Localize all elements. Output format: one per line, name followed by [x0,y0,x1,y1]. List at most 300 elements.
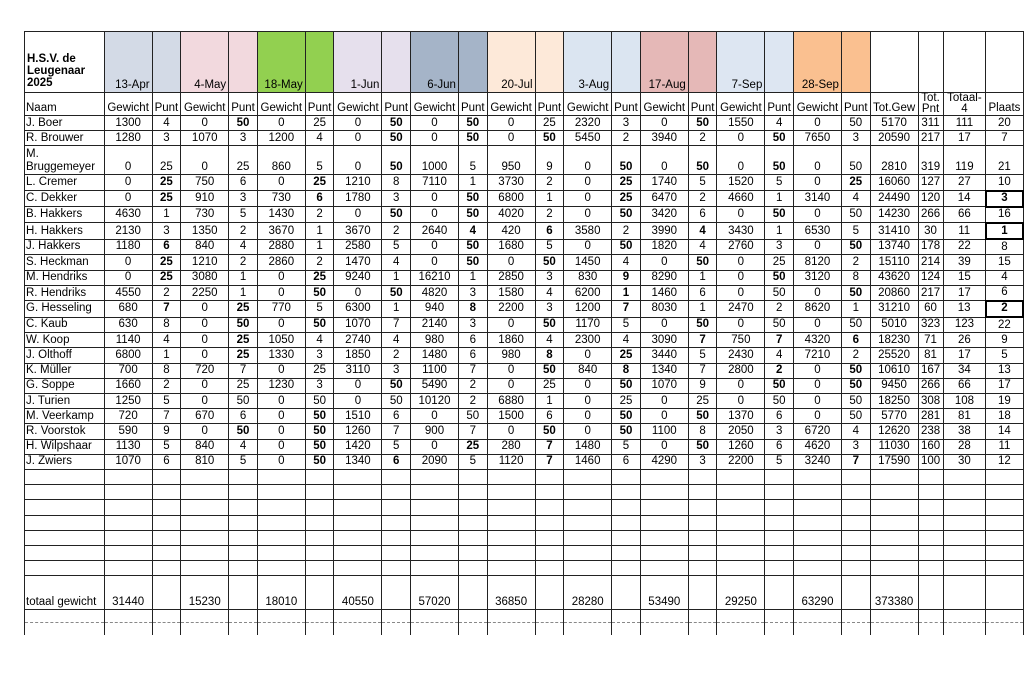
punt-cell: 2 [841,255,870,270]
totaal4-cell: 119 [943,146,986,175]
punt-cell: 8 [688,424,717,439]
empty-cell [918,469,943,484]
total-blank [535,576,564,610]
total-blank [841,576,870,610]
punt-cell: 3 [382,191,411,207]
empty-cell [257,485,305,500]
gewicht-cell: 0 [411,116,459,131]
gewicht-cell: 0 [564,175,612,191]
gewicht-cell: 0 [487,255,535,270]
date-swatch-7 [688,32,717,93]
empty-cell [25,545,105,560]
empty-cell [535,530,564,545]
totgew-cell: 12620 [870,424,918,439]
empty-cell [765,515,794,530]
punt-cell: 50 [612,424,641,439]
punt-cell: 8 [458,301,487,317]
empty-cell [152,469,181,484]
empty-cell [765,545,794,560]
totaal4-cell: 17 [943,285,986,301]
participant-name: M. Hendriks [25,270,105,285]
punt-cell: 25 [305,116,334,131]
gewicht-cell: 0 [564,207,612,223]
totgew-cell: 20860 [870,285,918,301]
punt-cell: 25 [535,116,564,131]
plaats-cell: 19 [986,394,1023,409]
gewicht-cell: 0 [564,394,612,409]
empty-cell [487,545,535,560]
empty-cell [334,545,382,560]
punt-cell: 2 [688,191,717,207]
gewicht-cell: 4020 [487,207,535,223]
gewicht-cell: 2200 [717,454,765,469]
punt-cell: 5 [841,223,870,239]
total-gewicht: 40550 [334,576,382,610]
empty-row [25,561,1024,576]
date-2: 18-May [257,32,305,93]
empty-cell [640,500,688,515]
totgew-cell: 31410 [870,223,918,239]
empty-cell [841,530,870,545]
gewicht-cell: 1250 [104,394,152,409]
total-gewicht: 57020 [411,576,459,610]
gewicht-cell: 0 [794,116,842,131]
gewicht-cell: 2860 [257,255,305,270]
total-gewicht: 29250 [717,576,765,610]
gewicht-cell: 4630 [104,207,152,223]
empty-cell [612,545,641,560]
punt-cell: 50 [305,394,334,409]
punt-cell: 5 [535,239,564,255]
table-row [25,175,1024,191]
gewicht-cell: 0 [334,378,382,393]
gewicht-cell: 0 [564,191,612,207]
gewicht-cell: 2880 [257,239,305,255]
gewicht-cell: 0 [640,146,688,175]
empty-cell [717,515,765,530]
gewicht-cell: 2800 [717,363,765,378]
totgew-cell: 16060 [870,175,918,191]
participant-name: B. Hakkers [25,207,105,223]
empty-cell [257,500,305,515]
gewicht-cell: 0 [640,394,688,409]
empty-cell [104,530,152,545]
gewicht-cell: 3990 [640,223,688,239]
punt-cell: 7 [152,409,181,424]
gewicht-cell: 2250 [181,285,229,301]
gewicht-cell: 8620 [794,301,842,317]
empty-row [25,623,1024,636]
punt-cell: 3 [152,223,181,239]
gewicht-cell: 2430 [717,348,765,363]
plaats-cell: 5 [986,348,1023,363]
totpnt-cell: 160 [918,439,943,454]
gewicht-header: Gewicht [104,93,152,116]
punt-cell: 50 [382,207,411,223]
empty-cell [841,515,870,530]
table-row [25,239,1024,255]
gewicht-cell: 0 [104,175,152,191]
punt-cell: 3 [305,348,334,363]
empty-cell [640,530,688,545]
naam-header: Naam [25,93,105,116]
total-gewicht: 63290 [794,576,842,610]
totpnt-cell: 30 [918,223,943,239]
gewicht-cell: 0 [181,301,229,317]
totaal4-cell: 66 [943,378,986,393]
empty-cell [229,530,258,545]
table-row [25,394,1024,409]
totgew-cell: 18230 [870,333,918,348]
punt-cell: 3 [841,439,870,454]
punt-cell: 50 [765,285,794,301]
empty-cell [564,561,612,576]
empty-cell [257,545,305,560]
sheet-title: H.S.V. de Leugenaar 2025 [25,32,105,93]
punt-cell: 6 [152,239,181,255]
gewicht-cell: 6800 [487,191,535,207]
gewicht-cell: 0 [411,207,459,223]
empty-cell [104,610,152,623]
totpnt-cell: 217 [918,131,943,146]
empty-cell [794,610,842,623]
empty-cell [986,485,1023,500]
totpnt-cell: 81 [918,348,943,363]
totals-row [25,576,1024,610]
participant-name: J. Zwiers [25,454,105,469]
empty-cell [986,515,1023,530]
empty-cell [640,623,688,636]
gewicht-cell: 0 [334,285,382,301]
punt-cell: 7 [458,424,487,439]
gewicht-cell: 0 [181,394,229,409]
empty-cell [229,623,258,636]
empty-cell [841,561,870,576]
gewicht-cell: 0 [794,146,842,175]
empty-cell [612,561,641,576]
table-row [25,317,1024,333]
total-gewicht: 15230 [181,576,229,610]
gewicht-header: Gewicht [487,93,535,116]
empty-cell [458,610,487,623]
empty-cell [334,561,382,576]
gewicht-cell: 940 [411,301,459,317]
empty-cell [717,561,765,576]
empty-cell [765,500,794,515]
punt-cell: 50 [229,116,258,131]
gewicht-cell: 4290 [640,454,688,469]
empty-cell [25,623,105,636]
punt-header: Punt [229,93,258,116]
table-row [25,378,1024,393]
punt-cell: 25 [305,175,334,191]
punt-cell: 8 [841,270,870,285]
gewicht-cell: 1070 [181,131,229,146]
empty-cell [382,561,411,576]
punt-cell: 6 [688,207,717,223]
gewicht-header: Gewicht [257,93,305,116]
gewicht-cell: 1850 [334,348,382,363]
participant-name: G. Hesseling [25,301,105,317]
punt-cell: 4 [612,333,641,348]
empty-cell [229,500,258,515]
totpnt-header: Tot. Pnt [918,93,943,116]
gewicht-cell: 0 [411,439,459,454]
empty-cell [458,545,487,560]
empty-cell [181,500,229,515]
empty-cell [382,500,411,515]
empty-cell [717,623,765,636]
empty-cell [841,610,870,623]
empty-cell [458,500,487,515]
empty-cell [487,623,535,636]
gewicht-cell: 1120 [487,454,535,469]
empty-cell [458,530,487,545]
punt-cell: 2 [229,223,258,239]
gewicht-cell: 2140 [411,317,459,333]
punt-cell: 5 [152,439,181,454]
punt-cell: 4 [305,131,334,146]
gewicht-cell: 0 [257,317,305,333]
gewicht-cell: 0 [717,255,765,270]
punt-header: Punt [841,93,870,116]
punt-cell: 25 [152,270,181,285]
gewicht-cell: 0 [640,116,688,131]
empty-cell [986,545,1023,560]
punt-cell: 3 [765,424,794,439]
gewicht-cell: 2130 [104,223,152,239]
gewicht-cell: 720 [181,363,229,378]
punt-cell: 3 [229,191,258,207]
empty-cell [612,515,641,530]
punt-cell: 8 [382,175,411,191]
empty-cell [229,485,258,500]
punt-cell: 50 [229,317,258,333]
gewicht-cell: 1280 [104,131,152,146]
gewicht-cell: 1520 [717,175,765,191]
punt-cell: 4 [841,191,870,207]
punt-cell: 2 [305,255,334,270]
punt-cell: 25 [305,270,334,285]
gewicht-cell: 0 [794,239,842,255]
punt-cell: 25 [229,301,258,317]
date-0: 13-Apr [104,32,152,93]
punt-cell: 6 [765,439,794,454]
punt-cell: 1 [229,285,258,301]
gewicht-cell: 0 [257,409,305,424]
gewicht-cell: 3090 [640,333,688,348]
punt-cell: 50 [841,207,870,223]
gewicht-cell: 0 [257,454,305,469]
gewicht-cell: 830 [564,270,612,285]
gewicht-cell: 670 [181,409,229,424]
participant-name: H. Wilpshaar [25,439,105,454]
punt-cell: 6 [382,454,411,469]
gewicht-cell: 0 [564,424,612,439]
empty-cell [411,545,459,560]
empty-cell [411,530,459,545]
punt-header: Punt [688,93,717,116]
empty-cell [765,469,794,484]
punt-cell: 50 [688,409,717,424]
punt-cell: 25 [612,191,641,207]
punt-cell: 7 [841,454,870,469]
gewicht-cell: 720 [104,409,152,424]
gewicht-cell: 590 [104,424,152,439]
punt-cell: 6 [305,191,334,207]
punt-cell: 50 [229,424,258,439]
empty-cell [152,500,181,515]
gewicht-cell: 0 [181,116,229,131]
punt-cell: 1 [612,285,641,301]
empty-cell [640,515,688,530]
date-swatch-2 [305,32,334,93]
punt-cell: 2 [765,363,794,378]
gewicht-cell: 2050 [717,424,765,439]
punt-cell: 2 [382,348,411,363]
gewicht-cell: 3580 [564,223,612,239]
empty-cell [918,545,943,560]
date-5: 20-Jul [487,32,535,93]
punt-cell: 25 [229,378,258,393]
totaal4-cell: 81 [943,409,986,424]
empty-cell [334,623,382,636]
gewicht-header: Gewicht [334,93,382,116]
empty-cell [717,469,765,484]
empty-cell [535,500,564,515]
empty-cell [564,623,612,636]
gewicht-cell: 1260 [717,439,765,454]
empty-cell [257,610,305,623]
gewicht-cell: 1370 [717,409,765,424]
gewicht-cell: 0 [564,239,612,255]
punt-cell: 4 [765,116,794,131]
total-gewicht: 36850 [487,576,535,610]
date-swatch-3 [382,32,411,93]
empty-cell [870,530,918,545]
empty-cell [717,485,765,500]
gewicht-cell: 3120 [794,270,842,285]
plaats-cell: 8 [986,239,1023,255]
participant-name: S. Heckman [25,255,105,270]
gewicht-cell: 280 [487,439,535,454]
punt-cell: 5 [305,301,334,317]
punt-cell: 2 [229,255,258,270]
empty-cell [640,469,688,484]
total-blank [688,576,717,610]
punt-cell: 50 [688,116,717,131]
plaats-cell: 12 [986,454,1023,469]
gewicht-cell: 860 [257,146,305,175]
plaats-cell: 13 [986,363,1023,378]
empty-cell [870,610,918,623]
punt-cell: 25 [305,363,334,378]
participant-name: W. Koop [25,333,105,348]
gewicht-cell: 0 [487,317,535,333]
punt-cell: 7 [612,301,641,317]
punt-cell: 5 [612,439,641,454]
table-row [25,424,1024,439]
gewicht-cell: 2320 [564,116,612,131]
empty-cell [612,610,641,623]
empty-cell [152,485,181,500]
punt-cell: 50 [535,255,564,270]
punt-cell: 3 [612,116,641,131]
empty-cell [765,623,794,636]
table-row [25,207,1024,223]
table-row [25,116,1024,131]
plaats-cell: 9 [986,333,1023,348]
gewicht-cell: 0 [717,378,765,393]
punt-cell: 1 [535,191,564,207]
empty-cell [25,610,105,623]
punt-cell: 50 [841,285,870,301]
punt-cell: 50 [765,146,794,175]
plaats-cell: 4 [986,270,1023,285]
empty-cell [382,623,411,636]
empty-cell [918,561,943,576]
totgew-cell: 31210 [870,301,918,317]
empty-cell [794,545,842,560]
empty-cell [794,469,842,484]
participant-name: R. Voorstok [25,424,105,439]
gewicht-cell: 0 [794,394,842,409]
punt-cell: 5 [382,239,411,255]
header-blank [918,32,943,93]
punt-cell: 50 [765,207,794,223]
empty-cell [181,623,229,636]
totpnt-cell: 71 [918,333,943,348]
punt-cell: 7 [688,363,717,378]
gewicht-cell: 0 [181,348,229,363]
plaats-cell: 22 [986,317,1023,333]
gewicht-cell: 3140 [794,191,842,207]
empty-cell [25,500,105,515]
table-row [25,223,1024,239]
punt-cell: 50 [841,239,870,255]
punt-cell: 50 [382,116,411,131]
empty-cell [152,561,181,576]
punt-cell: 6 [535,223,564,239]
punt-cell: 4 [382,333,411,348]
empty-cell [104,515,152,530]
header-blank [943,32,986,93]
totgew-cell: 9450 [870,378,918,393]
table-row [25,301,1024,317]
total-blank [943,576,986,610]
totpnt-cell: 167 [918,363,943,378]
empty-cell [535,561,564,576]
totgew-cell: 18250 [870,394,918,409]
punt-cell: 1 [305,239,334,255]
gewicht-cell: 4820 [411,285,459,301]
gewicht-cell: 1140 [104,333,152,348]
empty-cell [640,561,688,576]
gewicht-cell: 2740 [334,333,382,348]
totgew-cell: 15110 [870,255,918,270]
totpnt-cell: 120 [918,191,943,207]
plaats-cell: 21 [986,146,1023,175]
totpnt-cell: 319 [918,146,943,175]
punt-cell: 50 [382,146,411,175]
gewicht-cell: 1450 [564,255,612,270]
gewicht-cell: 3670 [334,223,382,239]
totgew-cell: 24490 [870,191,918,207]
empty-cell [535,515,564,530]
empty-cell [564,485,612,500]
punt-cell: 5 [382,439,411,454]
gewicht-cell: 0 [717,270,765,285]
